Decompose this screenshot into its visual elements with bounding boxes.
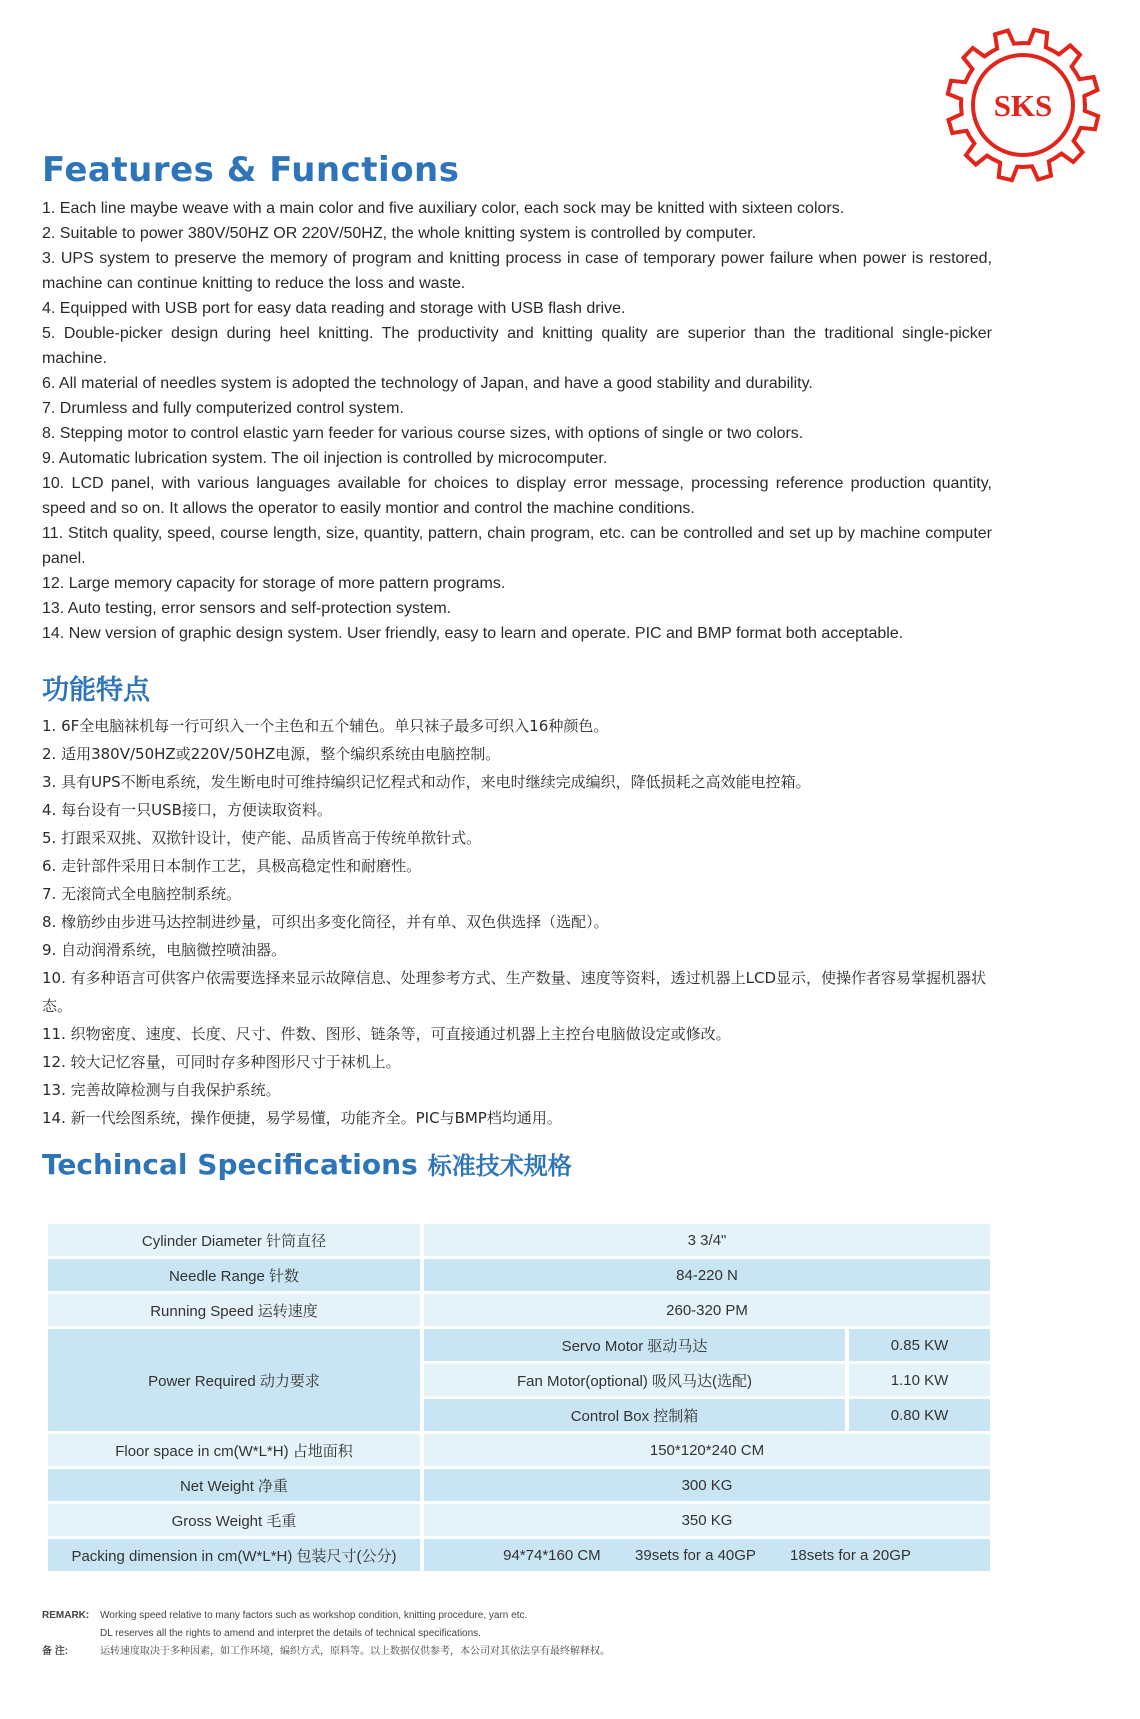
list-item: 7. 无滚筒式全电脑控制系统。	[42, 885, 242, 903]
list-item: 4. Equipped with USB port for easy data reading and storage with USB flash drive.	[42, 300, 626, 317]
section-title-cn: 功能特点	[42, 675, 150, 706]
list-item: 3. 具有UPS不断电系统，发生断电时可维持编织记忆程式和动作，来电时继续完成编织，降低损耗之高效能电控箱。	[42, 773, 811, 791]
spec-title-cn: 标准技术规格	[427, 1152, 572, 1180]
remark-line	[42, 1643, 1042, 1661]
spec-label: Needle Range 针数	[48, 1259, 420, 1291]
spec-label: Gross Weight 毛重	[48, 1504, 420, 1536]
list-item: 12. 较大记忆容量，可同时存多种图形尺寸于袜机上。	[42, 1053, 401, 1071]
spec-value: 300 KG	[424, 1469, 990, 1501]
spec-label: Packing dimension in cm(W*L*H) 包装尺寸(公分)	[48, 1539, 420, 1571]
list-item: 2. Suitable to power 380V/50HZ OR 220V/50HZ, the whole knitting system is controlled by computer.	[42, 225, 757, 242]
remark-label: REMARK:	[42, 1610, 90, 1621]
table-row	[48, 1259, 990, 1291]
features-list-cn	[42, 712, 992, 1132]
list-item: 3. UPS system to preserve the memory of program and knitting process in case of temporary power failure when power is restored, machine can continue knitting to reduce the loss and waste.	[42, 250, 992, 292]
remark-line: DL reserves all the rights to amend and interpret the details of technical specifications.	[100, 1628, 481, 1639]
list-item: 10. LCD panel, with various languages available for choices to display error message, processing reference production quantity, speed and so on. It allows the operator to easily montior and control the machine conditions.	[42, 475, 992, 517]
spec-label: Cylinder Diameter 针筒直径	[48, 1224, 420, 1256]
spec-value: 260-320 PM	[424, 1294, 990, 1326]
spec-value: 3 3/4"	[424, 1224, 990, 1256]
remark-label-cn: 备 注:	[42, 1646, 69, 1657]
spec-sublabel: Control Box 控制箱	[424, 1399, 845, 1431]
list-item: 11. 织物密度、速度、长度、尺寸、件数、图形、链条等，可直接通过机器上主控台电脑做设定或修改。	[42, 1025, 731, 1043]
list-item: 1. 6F全电脑袜机每一行可织入一个主色和五个辅色。单只袜子最多可织入16种颜色。	[42, 717, 609, 735]
spec-value: 84-220 N	[424, 1259, 990, 1291]
spec-label: Floor space in cm(W*L*H) 占地面积	[48, 1434, 420, 1466]
spec-title-en: Techincal Specifications	[42, 1148, 418, 1181]
packing-size: 94*74*160 CM	[503, 1546, 601, 1564]
spec-table	[44, 1221, 994, 1574]
remark	[42, 1607, 1042, 1661]
sks-logo	[943, 25, 1103, 185]
spec-value: 0.85 KW	[849, 1329, 990, 1361]
list-item: 9. Automatic lubrication system. The oil injection is controlled by microcomputer.	[42, 450, 608, 467]
spec-value	[424, 1539, 990, 1571]
list-item: 7. Drumless and fully computerized control system.	[42, 400, 404, 417]
list-item: 13. Auto testing, error sensors and self-protection system.	[42, 600, 452, 617]
list-item: 13. 完善故障检测与自我保护系统。	[42, 1081, 281, 1099]
table-row	[48, 1434, 990, 1466]
spec-value: 1.10 KW	[849, 1364, 990, 1396]
list-item: 9. 自动润滑系统，电脑微控喷油器。	[42, 941, 287, 959]
spec-sublabel: Fan Motor(optional) 吸风马达(选配)	[424, 1364, 845, 1396]
table-row	[48, 1224, 990, 1256]
spec-label: Net Weight 净重	[48, 1469, 420, 1501]
table-row	[48, 1539, 990, 1571]
spec-value: 350 KG	[424, 1504, 990, 1536]
list-item: 10. 有多种语言可供客户依需要选择来显示故障信息、处理参考方式、生产数量、速度等资料，透过机器上LCD显示，使操作者容易掌握机器状态。	[42, 969, 987, 1015]
features-list-en	[42, 196, 992, 646]
list-item: 4. 每台设有一只USB接口，方便读取资料。	[42, 801, 332, 819]
table-row	[48, 1504, 990, 1536]
page-title: Features & Functions	[42, 150, 460, 190]
logo-text: SKS	[993, 88, 1053, 123]
spec-label: Running Speed 运转速度	[48, 1294, 420, 1326]
spec-value: 0.80 KW	[849, 1399, 990, 1431]
list-item: 14. New version of graphic design system. User friendly, easy to learn and operate. PIC and BMP format both acceptable.	[42, 625, 904, 642]
section-title-specs	[42, 1146, 572, 1181]
list-item: 6. 走针部件采用日本制作工艺，具极高稳定性和耐磨性。	[42, 857, 422, 875]
table-row	[48, 1329, 990, 1361]
list-item: 12. Large memory capacity for storage of more pattern programs.	[42, 575, 506, 592]
list-item: 5. Double-picker design during heel knitting. The productivity and knitting quality are superior than the traditional single-picker machine.	[42, 325, 992, 367]
remark-text: 运转速度取决于多种因素，如工作环境，编织方式，原料等。以上数据仅供参考，本公司对其依法享有最终解释权。	[100, 1646, 610, 1657]
list-item: 8. 橡筋纱由步进马达控制进纱量，可织出多变化筒径，并有单、双色供选择（选配）。	[42, 913, 609, 931]
list-item: 2. 适用380V/50HZ或220V/50HZ电源，整个编织系统由电脑控制。	[42, 745, 501, 763]
spec-label: Power Required 动力要求	[48, 1329, 420, 1431]
list-item: 1. Each line maybe weave with a main color and five auxiliary color, each sock may be knitted with sixteen colors.	[42, 200, 845, 217]
packing-40gp: 39sets for a 40GP	[635, 1546, 756, 1564]
gear-icon	[943, 25, 1103, 185]
spec-sublabel: Servo Motor 驱动马达	[424, 1329, 845, 1361]
remark-text: Working speed relative to many factors such as workshop condition, knitting procedure, yarn etc.	[100, 1610, 528, 1621]
list-item: 5. 打跟采双挑、双揿针设计，使产能、品质皆高于传统单揿针式。	[42, 829, 482, 847]
table-row	[48, 1294, 990, 1326]
table-row	[48, 1469, 990, 1501]
packing-20gp: 18sets for a 20GP	[790, 1546, 911, 1564]
remark-line	[42, 1607, 1042, 1625]
list-item: 6. All material of needles system is adopted the technology of Japan, and have a good stability and durability.	[42, 375, 813, 392]
list-item: 11. Stitch quality, speed, course length, size, quantity, pattern, chain program, etc. can be controlled and set up by machine computer panel.	[42, 525, 992, 567]
list-item: 14. 新一代绘图系统，操作便捷，易学易懂，功能齐全。PIC与BMP档均通用。	[42, 1109, 562, 1127]
list-item: 8. Stepping motor to control elastic yarn feeder for various course sizes, with options of single or two colors.	[42, 425, 804, 442]
spec-value: 150*120*240 CM	[424, 1434, 990, 1466]
